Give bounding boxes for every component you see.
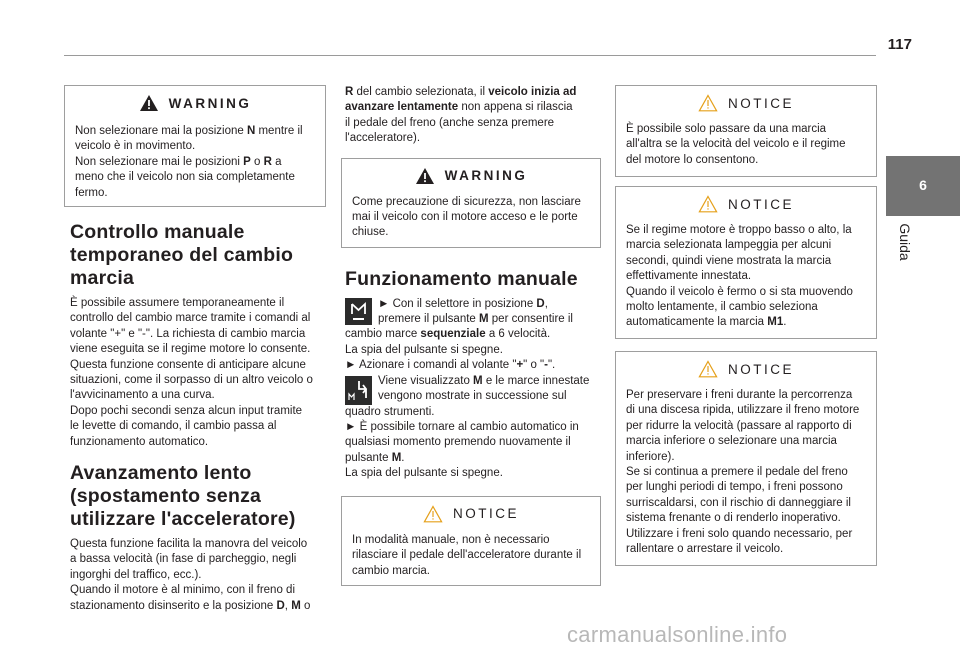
- text: vengono mostrate in successione sul: [378, 390, 567, 403]
- text: Questa funzione facilita la manovra del veicolo: [70, 538, 308, 551]
- chapter-label: Guida: [897, 223, 913, 261]
- manual-control-paragraph: [70, 296, 326, 450]
- text: La spia del pulsante si spegne.: [345, 343, 503, 356]
- notice-box-4: [615, 351, 877, 566]
- text: del motore lo consentono.: [626, 153, 759, 166]
- text: qualsiasi momento premendo nuovamente il: [345, 436, 571, 449]
- heading-line: marcia: [70, 267, 135, 289]
- text: a bassa velocità (in fase di parcheggio, negli: [70, 553, 297, 566]
- text: funzionamento automatico.: [70, 435, 209, 448]
- text: marcia selezionata lampeggia per alcuni: [626, 239, 832, 252]
- step-2: [345, 374, 601, 482]
- text: sistema frenante o di renderlo inoperativo.: [626, 512, 841, 525]
- text: In modalità manuale, non è necessario: [352, 533, 550, 546]
- notice-header: [626, 86, 866, 120]
- text: Quando il veicolo è fermo o si sta muovendo: [626, 285, 853, 298]
- heading-line: (spostamento senza: [70, 485, 262, 508]
- text: per lunghi periodi di tempo, i freni possono: [626, 481, 843, 494]
- text: secondi, quindi viene mostrata la marcia: [626, 254, 832, 267]
- text: pulsante: [345, 451, 392, 464]
- text: Se il regime motore è troppo basso o alto, la: [626, 224, 852, 236]
- notice-title: NOTICE: [727, 95, 794, 111]
- heading-line: utilizzare l'acceleratore): [70, 508, 296, 531]
- text: meno che il veicolo non sia completamente: [75, 171, 295, 184]
- notice-title: NOTICE: [727, 196, 794, 212]
- text: Come precauzione di sicurezza, non lasciare: [352, 195, 581, 208]
- text: il pedale del freno (anche senza premere: [345, 116, 555, 129]
- text: ,: [284, 599, 292, 612]
- warning-header: [75, 86, 315, 120]
- notice-header: [626, 187, 866, 221]
- text: del cambio selezionata, il: [353, 86, 489, 98]
- warning-text: [75, 124, 315, 201]
- warning-text: [352, 195, 590, 241]
- gear-display-icon: [345, 376, 372, 405]
- column-2: [341, 85, 601, 586]
- notice-text: [626, 388, 866, 557]
- notice-header: [626, 352, 866, 386]
- text-bold: M: [479, 313, 489, 326]
- notice-icon: [698, 360, 718, 378]
- text: Dopo pochi secondi senza alcun input tramite: [70, 404, 303, 417]
- chapter-label-wrap: [893, 216, 915, 266]
- text: l'avvicinamento a una curva.: [70, 389, 215, 402]
- warning-title: WARNING: [168, 95, 252, 111]
- text: per ridurre la velocità (passare al rapporto di: [626, 419, 852, 432]
- text: o: [250, 155, 264, 168]
- creep-paragraph: [70, 537, 326, 614]
- text-bold: D: [276, 599, 285, 612]
- text: Questa funzione consente di anticipare alcune: [70, 358, 306, 371]
- notice-text: [626, 122, 866, 168]
- text: o: [300, 599, 311, 612]
- text: Quando il motore è al minimo, con il freno di: [70, 584, 295, 597]
- text: viene eseguita se il regime motore lo consente.: [70, 343, 311, 356]
- text: di una discesa ripida, utilizzare il freno motore: [626, 404, 860, 417]
- text: situazioni, come il sorpasso di un altro veicolo o: [70, 374, 313, 387]
- heading-line: temporaneo del cambio: [70, 244, 294, 266]
- text: effettivamente innestata.: [626, 270, 752, 283]
- warning-icon: [139, 94, 159, 112]
- chapter-number: 6: [919, 177, 927, 193]
- text: non appena si rilascia: [458, 101, 573, 114]
- text: l'acceleratore).: [345, 132, 421, 145]
- text-bold: -: [544, 359, 548, 372]
- m-button-icon: [345, 298, 372, 325]
- text: Se si continua a premere il pedale del freno: [626, 466, 848, 479]
- text: .: [401, 451, 405, 464]
- manual-mode-steps: [345, 297, 601, 482]
- notice-title: NOTICE: [452, 506, 519, 522]
- text: fermo.: [75, 186, 108, 199]
- text: e le marce innestate: [482, 374, 590, 387]
- text: mai il veicolo con il motore acceso e le porte: [352, 211, 578, 224]
- text: stazionamento disinserito e la posizione: [70, 599, 277, 612]
- text-bold: D: [536, 297, 545, 310]
- notice-text: [352, 533, 590, 579]
- text: È possibile solo passare da una marcia: [626, 123, 827, 135]
- text: molto lentamente, il cambio seleziona: [626, 301, 818, 314]
- text: le levette di comando, il cambio passa al: [70, 420, 277, 433]
- text: Per preservare i freni durante la percorrenza: [626, 389, 853, 401]
- warning-title: WARNING: [444, 168, 528, 184]
- text: controllo del cambio marce tramite i comandi al: [70, 312, 311, 325]
- text-bold: sequenziale: [420, 328, 486, 341]
- notice-icon: [698, 195, 718, 213]
- column-3: [615, 85, 877, 566]
- column-1: [64, 85, 326, 614]
- text: veicolo è in movimento.: [75, 140, 196, 153]
- text-bold: avanzare lentamente: [345, 101, 459, 114]
- notice-text: [626, 223, 866, 331]
- step-1: [345, 297, 601, 374]
- text: ".: [547, 359, 556, 372]
- text: cambio marce: [345, 328, 421, 341]
- text: La spia del pulsante si spegne.: [345, 467, 503, 480]
- text: cambio marcia.: [352, 564, 430, 577]
- page-number: 117: [887, 36, 912, 53]
- text: rallentare o arrestare il veicolo.: [626, 543, 784, 556]
- text: ingorghi del traffico, ecc.).: [70, 568, 202, 581]
- text: inferiore).: [626, 450, 675, 463]
- warning-box-2: [341, 158, 601, 248]
- text-bold: M: [291, 599, 301, 612]
- text: Non selezionare mai la posizione: [75, 125, 247, 137]
- text: per consentire il: [488, 313, 573, 326]
- text-bold: M: [473, 374, 483, 387]
- watermark: carmanualsonline.info: [567, 622, 788, 647]
- text: ► Azionare i comandi al volante ": [345, 359, 517, 372]
- text: marcia inferiore o selezionare una marcia: [626, 435, 837, 448]
- text: Non selezionare mai le posizioni: [75, 155, 244, 168]
- section-heading-manual-mode: Funzionamento manuale: [345, 267, 578, 290]
- text-bold: M1: [767, 316, 784, 329]
- text: ► È possibile tornare al cambio automatico in: [345, 421, 579, 434]
- notice-box-3: [615, 186, 877, 339]
- text: premere il pulsante: [378, 313, 479, 326]
- text: a: [271, 155, 282, 168]
- text: all'altra se la velocità del veicolo e il regime: [626, 138, 846, 151]
- header-rule: [64, 55, 876, 56]
- text-bold: R: [263, 155, 272, 168]
- heading-line: Avanzamento lento: [70, 462, 252, 485]
- text-bold: P: [243, 155, 251, 168]
- warning-icon: [415, 167, 435, 185]
- text: ► Con il selettore in posizione: [378, 297, 537, 310]
- text: mentre il: [255, 125, 303, 137]
- notice-box-2: [615, 85, 877, 177]
- text: a 6 velocità.: [485, 328, 551, 341]
- text-bold: veicolo inizia ad: [488, 86, 577, 98]
- text-bold: R: [345, 86, 354, 98]
- text: rilasciare il pedale dell'acceleratore durante il: [352, 549, 582, 562]
- text: Utilizzare i freni solo quando necessario, per: [626, 527, 853, 540]
- heading-line: Controllo manuale: [70, 221, 245, 243]
- section-heading-creep: [70, 462, 326, 531]
- notice-box-1: [341, 496, 601, 586]
- text: volante "+" e "-". La richiesta di cambio marcia: [70, 327, 306, 340]
- warning-header: [352, 159, 590, 193]
- text: È possibile assumere temporaneamente il: [70, 297, 285, 309]
- text: quadro strumenti.: [345, 405, 435, 418]
- text: .: [783, 316, 787, 329]
- text: ,: [544, 297, 548, 310]
- notice-icon: [423, 505, 443, 523]
- text: Viene visualizzato: [378, 374, 474, 387]
- text: chiuse.: [352, 226, 389, 239]
- text-bold: M: [391, 451, 402, 464]
- notice-icon: [698, 94, 718, 112]
- text: " o ": [523, 359, 545, 372]
- text-bold: N: [246, 125, 256, 137]
- text: surriscaldarsi, con il rischio di danneggiare il: [626, 496, 851, 509]
- warning-box-1: [64, 85, 326, 207]
- notice-title: NOTICE: [727, 361, 794, 377]
- text: automaticamente la marcia: [626, 316, 768, 329]
- creep-continued-paragraph: [345, 85, 601, 147]
- section-heading-manual-control: [70, 221, 326, 290]
- text-bold: +: [516, 359, 524, 372]
- notice-header: [352, 497, 590, 531]
